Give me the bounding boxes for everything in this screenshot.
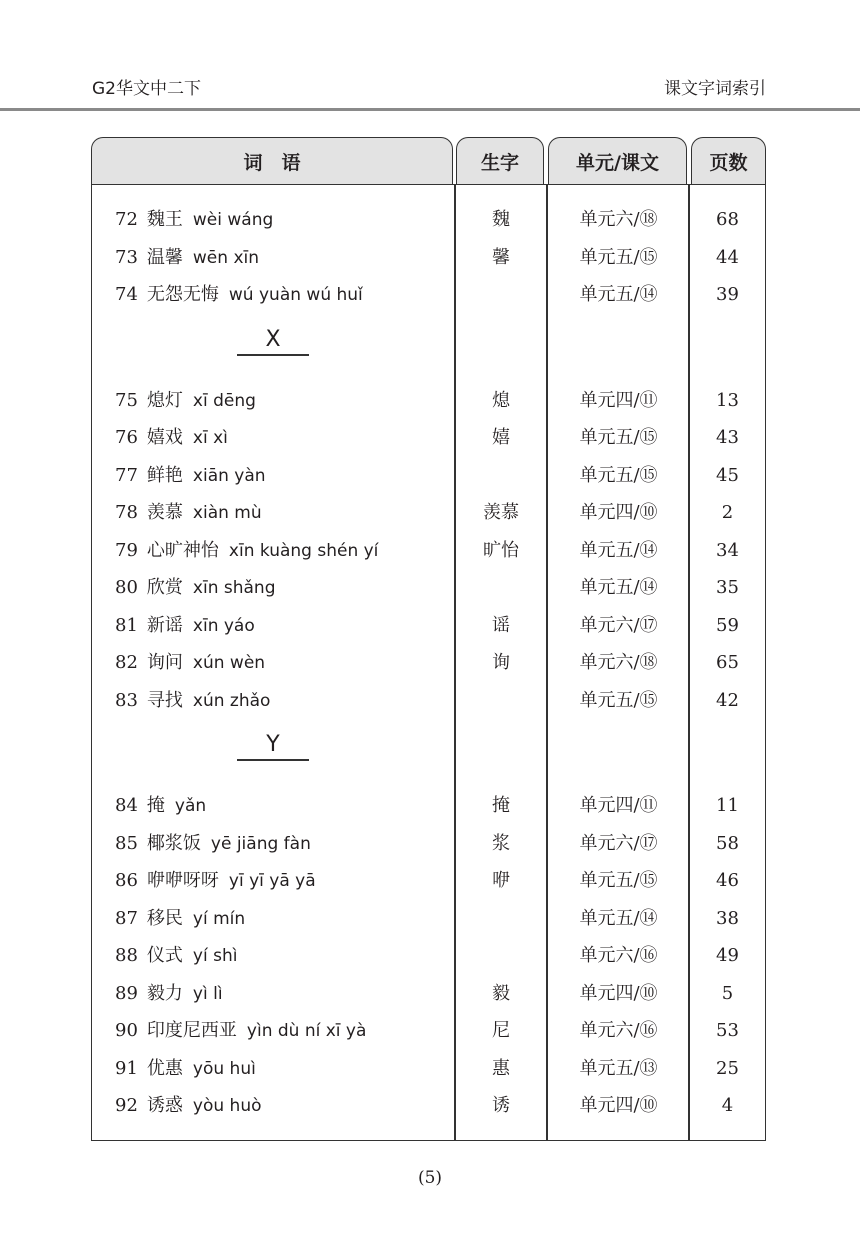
word-cell — [115, 825, 311, 864]
entry-pinyin: yòu huò — [192, 1096, 262, 1116]
page-cell: 43 — [716, 427, 739, 448]
entry-pinyin: xiān yàn — [192, 465, 266, 486]
new-character-cell: 旷怡 — [483, 539, 519, 561]
section-letter: X — [237, 326, 309, 356]
entry-pinyin: xiàn mù — [192, 503, 262, 523]
entry-word: 诱惑 — [146, 1095, 183, 1116]
unit-lesson-cell: 单元四/⑩ — [579, 502, 658, 523]
page-cell: 4 — [721, 1095, 734, 1116]
table-row — [92, 239, 765, 277]
word-cell — [115, 682, 270, 721]
section-heading — [92, 314, 765, 382]
table-row — [92, 382, 765, 420]
section-letter: Y — [237, 731, 309, 761]
table-row — [92, 532, 765, 570]
page-cell: 68 — [716, 209, 739, 230]
entry-pinyin: yǎn — [174, 796, 207, 816]
unit-lesson-cell: 单元四/⑪ — [579, 795, 658, 816]
unit-lesson-cell: 单元六/⑱ — [579, 209, 658, 230]
table-row — [92, 862, 765, 900]
word-cell — [115, 532, 378, 571]
entry-number: 72 — [115, 209, 138, 230]
entry-number: 84 — [115, 795, 138, 816]
entry-word: 魏王 — [146, 209, 183, 230]
entry-number: 81 — [115, 614, 138, 636]
new-character-cell: 羡慕 — [483, 502, 519, 523]
entry-number: 73 — [115, 246, 138, 268]
page-cell: 38 — [716, 907, 739, 929]
table-row — [92, 1050, 765, 1088]
entry-word: 询问 — [146, 652, 183, 673]
table-row — [92, 825, 765, 863]
new-character-cell: 毅 — [492, 982, 510, 1004]
word-cell — [115, 937, 237, 976]
entry-word: 椰浆饭 — [146, 832, 201, 854]
entry-pinyin: xī xì — [192, 428, 228, 448]
table-row — [92, 975, 765, 1013]
entry-number: 77 — [115, 464, 138, 486]
index-table — [91, 184, 766, 1141]
table-row — [92, 900, 765, 938]
unit-lesson-cell: 单元五/⑭ — [579, 907, 658, 929]
unit-lesson-cell: 单元五/⑭ — [579, 577, 658, 598]
table-row — [92, 419, 765, 457]
word-cell — [115, 239, 259, 278]
entry-word: 鲜艳 — [146, 464, 183, 486]
entry-number: 78 — [115, 502, 138, 523]
word-cell — [115, 900, 245, 939]
table-row — [92, 1087, 765, 1125]
entry-pinyin: xún zhǎo — [192, 690, 271, 711]
table-row — [92, 682, 765, 720]
new-character-cell: 掩 — [492, 795, 510, 816]
table-row — [92, 607, 765, 645]
unit-lesson-cell: 单元四/⑩ — [579, 982, 658, 1004]
entry-word: 欣赏 — [146, 577, 183, 598]
table-row — [92, 201, 765, 239]
entry-number: 82 — [115, 652, 138, 673]
entry-word: 温馨 — [146, 246, 183, 268]
unit-lesson-cell: 单元六/⑰ — [579, 614, 658, 636]
unit-lesson-cell: 单元六/⑯ — [579, 945, 658, 966]
entry-number: 75 — [115, 389, 138, 411]
entry-pinyin: yōu huì — [192, 1058, 256, 1079]
entry-pinyin: xīn kuàng shén yí — [228, 540, 379, 561]
unit-lesson-cell: 单元五/⑮ — [579, 689, 658, 711]
unit-lesson-cell: 单元六/⑯ — [579, 1020, 658, 1041]
entry-word: 无怨无悔 — [146, 284, 219, 305]
word-cell — [115, 975, 223, 1014]
entry-number: 91 — [115, 1057, 138, 1079]
entry-word: 移民 — [146, 907, 183, 929]
page-cell: 45 — [716, 464, 739, 486]
unit-lesson-cell: 单元五/⑮ — [579, 427, 658, 448]
page-cell: 46 — [716, 870, 739, 891]
new-character-cell: 咿 — [492, 870, 510, 891]
section-heading — [92, 719, 765, 787]
word-cell — [115, 382, 256, 421]
page-cell: 58 — [716, 832, 739, 854]
page-cell: 65 — [716, 652, 739, 673]
table-row — [92, 1012, 765, 1050]
entry-number: 79 — [115, 539, 138, 561]
entry-number: 90 — [115, 1020, 138, 1041]
new-character-cell: 熄 — [492, 389, 510, 411]
section-title: 课文字词索引 — [664, 79, 766, 99]
entry-word: 羡慕 — [146, 502, 183, 523]
new-character-cell: 尼 — [492, 1020, 510, 1041]
table-row — [92, 457, 765, 495]
word-cell — [115, 457, 266, 496]
word-cell — [115, 494, 262, 533]
table-row — [92, 644, 765, 682]
entry-pinyin: wēn xīn — [192, 247, 260, 268]
entry-word: 心旷神怡 — [146, 539, 219, 561]
word-cell — [115, 862, 316, 901]
table-row — [92, 937, 765, 975]
book-title: G2华文中二下 — [92, 79, 201, 99]
word-cell — [115, 1087, 262, 1126]
word-cell — [115, 1012, 366, 1051]
entry-word: 印度尼西亚 — [146, 1020, 237, 1041]
column-header-word: 词 语 — [91, 137, 453, 185]
new-character-cell: 谣 — [492, 614, 510, 636]
entry-number: 89 — [115, 982, 138, 1004]
word-cell — [115, 201, 273, 240]
entry-pinyin: yìn dù ní xī yà — [246, 1021, 367, 1041]
word-cell — [115, 787, 206, 826]
entry-pinyin: yí mín — [192, 908, 246, 929]
page-cell: 25 — [716, 1057, 739, 1079]
new-character-cell: 惠 — [492, 1057, 510, 1079]
entry-number: 88 — [115, 945, 138, 966]
entry-pinyin: xīn shǎng — [192, 578, 276, 598]
word-cell — [115, 1050, 256, 1089]
unit-lesson-cell: 单元四/⑩ — [579, 1095, 658, 1116]
entry-number: 92 — [115, 1095, 138, 1116]
unit-lesson-cell: 单元五/⑮ — [579, 870, 658, 891]
entry-word: 嬉戏 — [146, 427, 183, 448]
entry-word: 新谣 — [146, 614, 183, 636]
table-row — [92, 569, 765, 607]
new-character-cell: 询 — [492, 652, 510, 673]
page-cell: 35 — [716, 577, 739, 598]
entry-number: 76 — [115, 427, 138, 448]
page-cell: 13 — [716, 389, 739, 411]
entry-word: 寻找 — [146, 689, 183, 711]
entry-pinyin: yì lì — [192, 983, 223, 1004]
page-cell: 49 — [716, 945, 739, 966]
entry-word: 咿咿呀呀 — [146, 870, 219, 891]
word-cell — [115, 607, 255, 646]
entry-pinyin: xī dēng — [192, 390, 256, 411]
page-cell: 44 — [716, 246, 739, 268]
page-cell: 34 — [716, 539, 739, 561]
table-row — [92, 787, 765, 825]
entry-number: 86 — [115, 870, 138, 891]
page-cell: 5 — [721, 982, 734, 1004]
page-cell: 39 — [716, 284, 739, 305]
entry-pinyin: xīn yáo — [192, 615, 255, 636]
unit-lesson-cell: 单元五/⑭ — [579, 539, 658, 561]
entry-word: 优惠 — [146, 1057, 183, 1079]
entry-pinyin: yí shì — [192, 946, 238, 966]
unit-lesson-cell: 单元六/⑰ — [579, 832, 658, 854]
new-character-cell: 嬉 — [492, 427, 510, 448]
entry-number: 85 — [115, 832, 138, 854]
unit-lesson-cell: 单元四/⑪ — [579, 389, 658, 411]
page-cell: 11 — [716, 795, 739, 816]
page-number: (5) — [417, 1168, 443, 1188]
page-cell: 53 — [716, 1020, 739, 1041]
word-cell — [115, 644, 265, 683]
unit-lesson-cell: 单元五/⑮ — [579, 246, 658, 268]
entry-pinyin: yē jiāng fàn — [210, 833, 311, 854]
entry-pinyin: wú yuàn wú huǐ — [228, 285, 363, 305]
entry-number: 80 — [115, 577, 138, 598]
new-character-cell: 魏 — [492, 209, 510, 230]
new-character-cell: 浆 — [492, 832, 510, 854]
entry-word: 掩 — [146, 795, 165, 816]
table-row — [92, 276, 765, 314]
page-cell: 2 — [721, 502, 734, 523]
entry-pinyin: wèi wáng — [192, 210, 274, 230]
entry-number: 87 — [115, 907, 138, 929]
page-cell: 42 — [716, 689, 739, 711]
entry-pinyin: yī yī yā yā — [228, 871, 316, 891]
new-character-cell: 馨 — [492, 246, 510, 268]
unit-lesson-cell: 单元五/⑭ — [579, 284, 658, 305]
entry-number: 83 — [115, 689, 138, 711]
entry-word: 熄灯 — [146, 389, 183, 411]
table-row — [92, 494, 765, 532]
unit-lesson-cell: 单元六/⑱ — [579, 652, 658, 673]
word-cell — [115, 569, 275, 608]
word-cell — [115, 276, 363, 315]
header-divider — [0, 108, 860, 111]
unit-lesson-cell: 单元五/⑬ — [579, 1057, 658, 1079]
entry-word: 毅力 — [146, 982, 183, 1004]
word-cell — [115, 419, 228, 458]
column-header-character: 生字 — [456, 137, 544, 185]
new-character-cell: 诱 — [492, 1095, 510, 1116]
page-cell: 59 — [716, 614, 739, 636]
index-rows — [92, 201, 765, 1125]
unit-lesson-cell: 单元五/⑮ — [579, 464, 658, 486]
column-header-page: 页数 — [691, 137, 766, 185]
entry-pinyin: xún wèn — [192, 653, 266, 673]
column-header-unit: 单元/课文 — [548, 137, 687, 185]
entry-number: 74 — [115, 284, 138, 305]
entry-word: 仪式 — [146, 945, 183, 966]
